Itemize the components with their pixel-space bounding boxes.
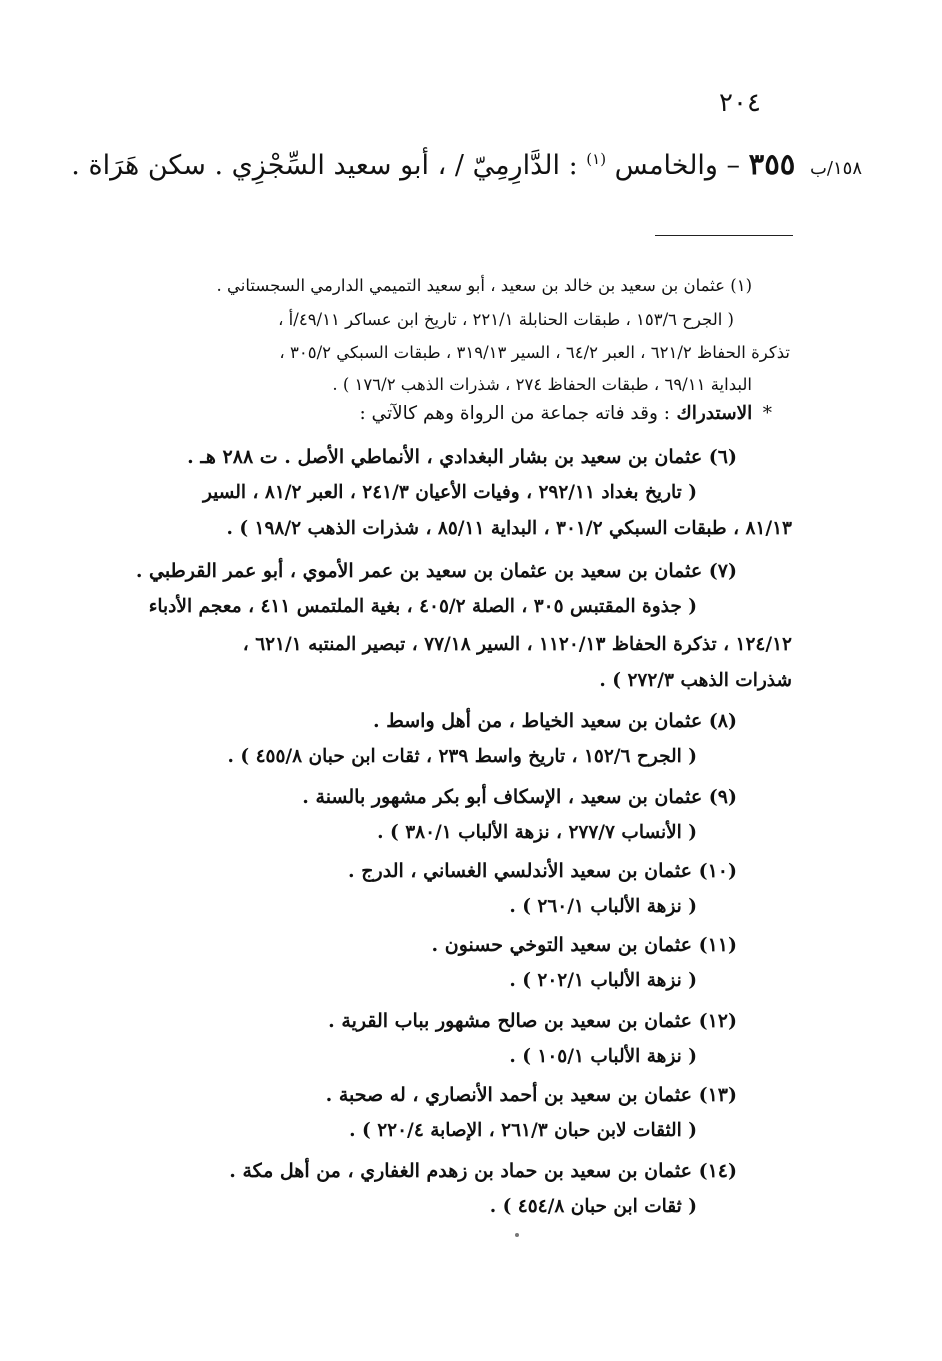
list-item: (٦) عثمان بن سعيد بن بشار البغدادي ، الأنماطي الأصل . ت ٢٨٨ هـ . bbox=[187, 446, 737, 468]
page-number: ٢٠٤ bbox=[719, 88, 761, 118]
footnote-marker: (١) bbox=[586, 150, 607, 168]
list-item: (٨) عثمان بن سعيد الخياط ، من أهل واسط . bbox=[373, 710, 737, 732]
footnote-line: (١) عثمان بن سعيد بن خالد بن سعيد ، أبو سعيد التميمي الدارمي السجستاني . bbox=[216, 276, 752, 295]
margin-folio-ref: ١٥٨/ب bbox=[809, 158, 862, 179]
entry-text-after-note: : الدَّارِمِيّ / ، أبو سعيد السِّجْزِي . سكن هَرَاة . bbox=[71, 150, 578, 181]
footnote-line: البداية ٦٩/١١ ، طبقات الحفاظ ٢٧٤ ، شذرات الذهب ١٧٦/٢ ) . bbox=[332, 375, 752, 394]
footnote-line: ( الجرح ١٥٣/٦ ، طبقات الحنابلة ٢٢١/١ ، تاريخ ابن عساكر ٤٩/١١/أ ، bbox=[278, 310, 734, 329]
reference-line: ٨١/١٣ ، طبقات السبكي ٣٠١/٢ ، البداية ٨٥/١١ ، شذرات الذهب ١٩٨/٢ ) . bbox=[226, 518, 792, 539]
istidrak-text: : وقد فاته جماعة من الرواة وهم كالآتي : bbox=[359, 403, 671, 424]
list-item: (٧) عثمان بن سعيد بن عثمان بن سعيد بن عمر الأموي ، أبو عمر القرطبي . bbox=[135, 560, 737, 582]
reference-line: ١٢٤/١٢ ، تذكرة الحفاظ ١١٢٠/١٣ ، السير ٧٧/١٨ ، تبصير المنتبه ٦٢١/١ ، bbox=[242, 634, 792, 655]
list-item: (٩) عثمان بن سعيد ، الإسكاف أبو بكر مشهور بالسنة . bbox=[302, 786, 737, 808]
reference-line: ( الأنساب ٢٧٧/٧ ، نزهة الألباب ٣٨٠/١ ) . bbox=[377, 822, 697, 843]
bullet-star: * bbox=[762, 403, 772, 424]
reference-line: ( تاريخ بغداد ٢٩٢/١١ ، وفيات الأعيان ٢٤١/٣ ، العبر ٨١/٢ ، السير bbox=[202, 482, 697, 503]
list-item: (١١) عثمان بن سعيد التوخي حسنون . bbox=[431, 934, 737, 956]
entry-text-before-note: – والخامس bbox=[614, 150, 741, 181]
entry-heading bbox=[71, 147, 862, 181]
reference-line: ( الجرح ١٥٢/٦ ، تاريخ واسط ٢٣٩ ، ثقات ابن حبان ٤٥٥/٨ ) . bbox=[227, 746, 697, 767]
reference-line: ( الثقات لابن حبان ٢٦١/٣ ، الإصابة ٢٢٠/٤ ) . bbox=[349, 1120, 697, 1141]
reference-line: ( نزهة الألباب ٢٦٠/١ ) . bbox=[509, 896, 697, 917]
footnote-line: تذكرة الحفاظ ٦٢١/٢ ، العبر ٦٤/٢ ، السير ٣١٩/١٣ ، طبقات السبكي ٣٠٥/٢ ، bbox=[279, 343, 790, 362]
reference-line: ( نزهة الألباب ٢٠٢/١ ) . bbox=[509, 970, 697, 991]
footnote-separator bbox=[655, 235, 793, 236]
reference-line: ( نزهة الألباب ١٠٥/١ ) . bbox=[509, 1046, 697, 1067]
istidrak-heading bbox=[359, 405, 772, 424]
entry-number: ٣٥٥ bbox=[748, 147, 796, 181]
list-item: (١٣) عثمان بن سعيد بن أحمد الأنصاري ، له صحبة . bbox=[325, 1084, 737, 1106]
list-item: (١٠) عثمان بن سعيد الأندلسي الغساني ، الدرج . bbox=[348, 860, 737, 882]
list-item: (١٤) عثمان بن سعيد بن حماد بن زهدم الغفاري ، من أهل مكة . bbox=[229, 1160, 737, 1182]
reference-line: ( ثقات ابن حبان ٤٥٤/٨ ) . bbox=[489, 1196, 697, 1217]
print-speck bbox=[515, 1233, 519, 1237]
istidrak-label: الاستدراك bbox=[676, 403, 753, 424]
reference-line: ( جذوة المقتبس ٣٠٥ ، الصلة ٤٠٥/٢ ، بغية الملتمس ٤١١ ، معجم الأدباء bbox=[148, 596, 697, 617]
reference-line: شذرات الذهب ٢٧٢/٣ ) . bbox=[599, 670, 792, 691]
list-item: (١٢) عثمان بن سعيد بن صالح مشهور بباب القرية . bbox=[328, 1010, 737, 1032]
